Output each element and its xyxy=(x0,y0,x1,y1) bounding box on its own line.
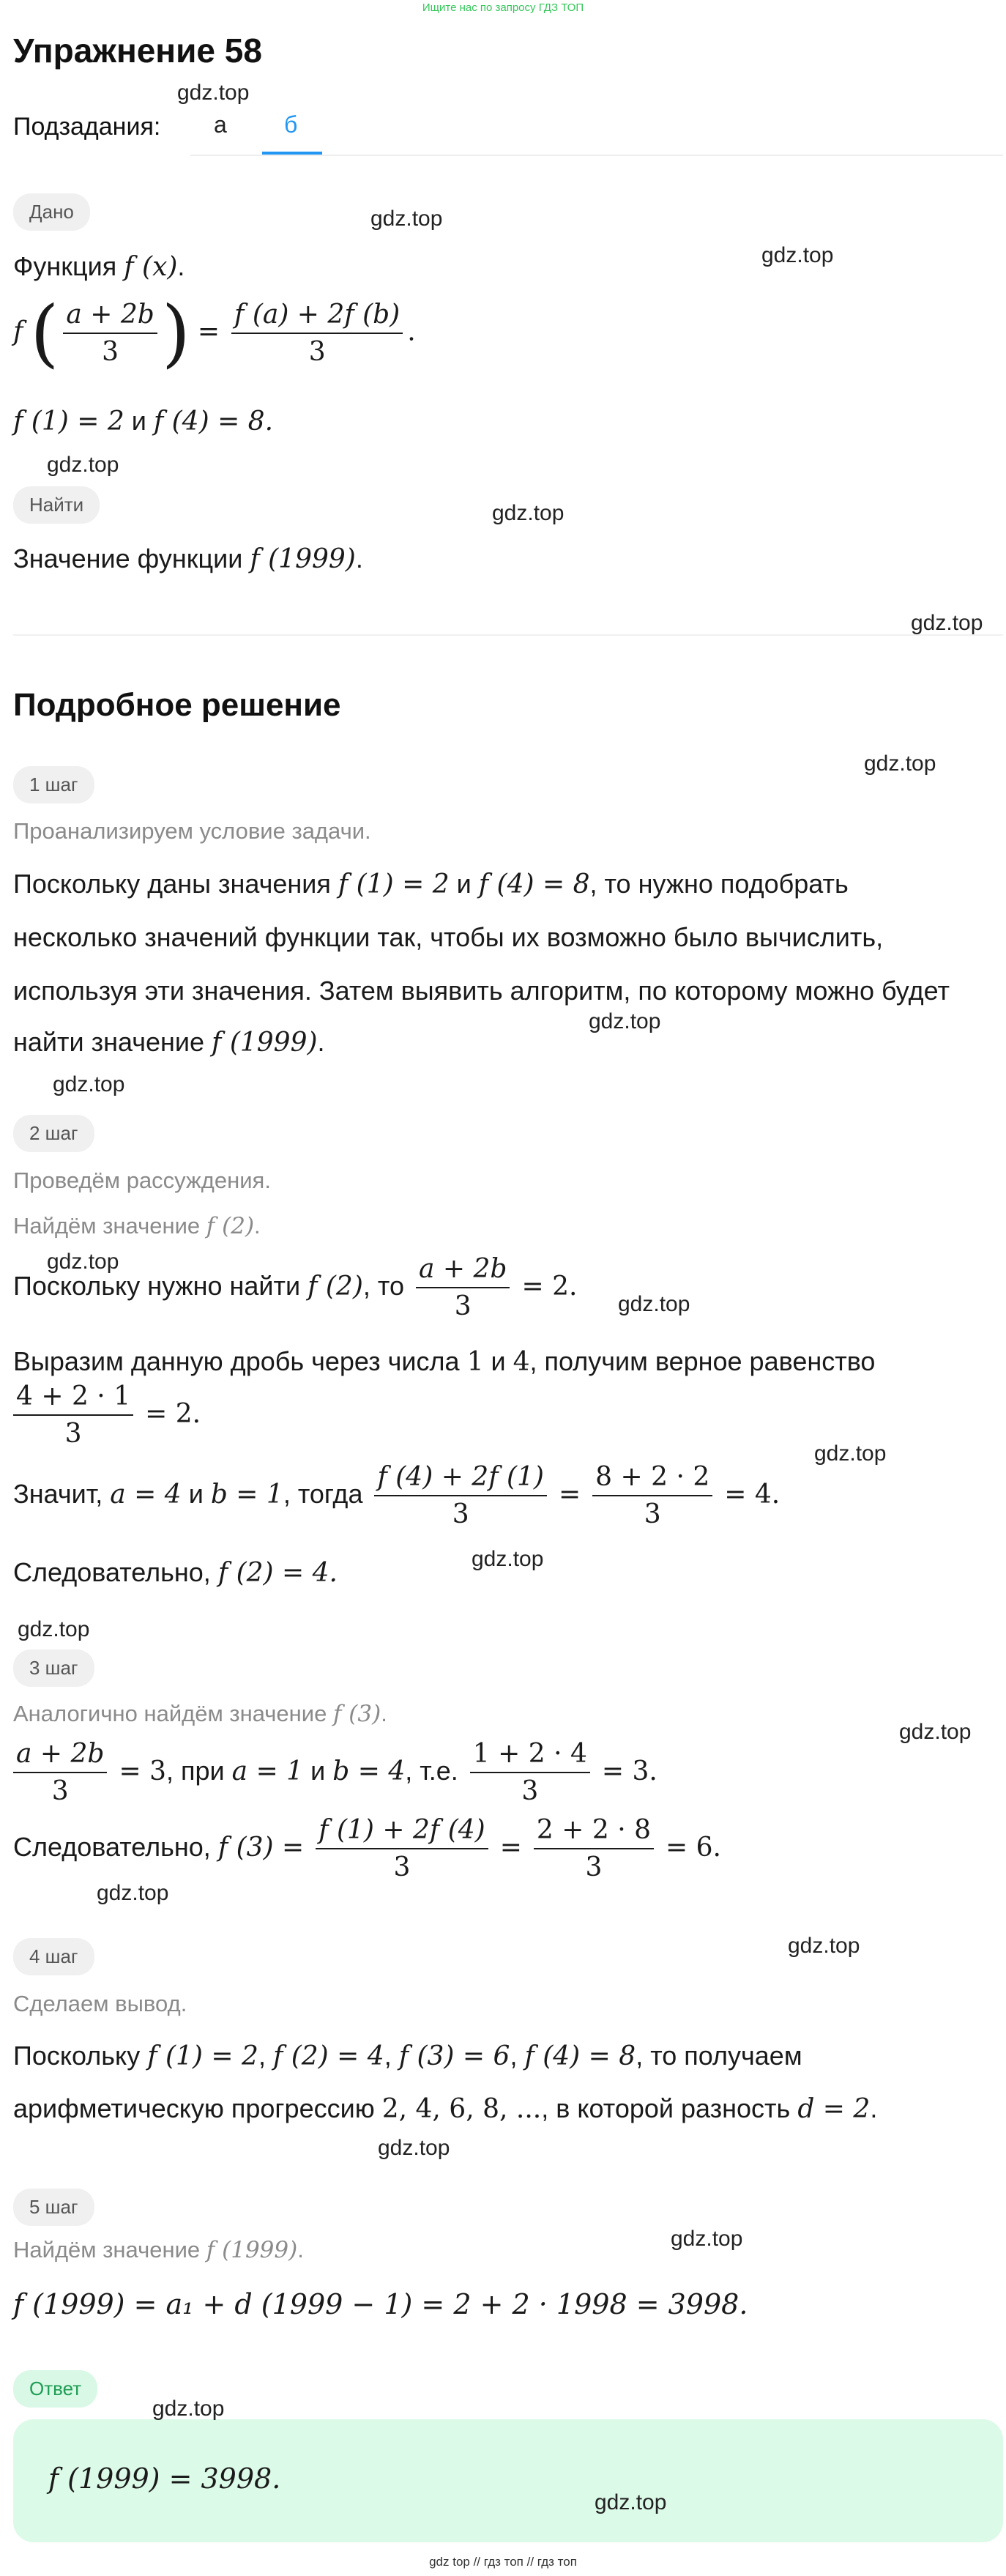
step4-l1-then: , то получаем xyxy=(636,2041,802,2071)
step3-l2-f1-denominator: 3 xyxy=(393,1852,411,1883)
step4-sep1: , xyxy=(258,2041,266,2071)
rhs-numerator: f (a) + 2f (b) xyxy=(231,300,403,334)
step1-f1: f (1) = 2 xyxy=(338,869,450,899)
step2-l1-then: , то xyxy=(362,1270,404,1301)
equation-f: f xyxy=(13,316,23,347)
step2-l5-text: Следовательно, xyxy=(13,1557,211,1587)
step5-chip: 5 шаг xyxy=(13,2189,94,2226)
find-section xyxy=(13,486,100,524)
step2-l4-b: b = 1 xyxy=(210,1479,283,1510)
step3-l1-fraction2 xyxy=(470,1739,590,1807)
watermark: gdz.top xyxy=(472,1547,544,1571)
step2-l3-denominator: 3 xyxy=(64,1419,82,1450)
equation-period: . xyxy=(407,316,416,347)
step2-l4-then: , тогда xyxy=(283,1478,363,1509)
step3-l1-and: и xyxy=(310,1755,326,1786)
equals-sign: = xyxy=(197,316,220,347)
step3-l2-f2-numerator: 2 + 2 · 8 xyxy=(534,1815,654,1849)
step2-lead2-period: . xyxy=(254,1213,261,1239)
watermark: gdz.top xyxy=(761,243,834,267)
watermark: gdz.top xyxy=(589,1009,661,1033)
watermark: gdz.top xyxy=(370,207,443,231)
lhs-denominator: 3 xyxy=(102,337,119,367)
step3-chip-wrap xyxy=(13,1649,94,1687)
step4-progression: 2, 4, 6, 8, ... xyxy=(381,2094,542,2124)
given-section xyxy=(13,193,90,231)
step2-l2-and: и xyxy=(491,1346,506,1376)
step2-l4-result: = 4. xyxy=(724,1479,780,1510)
step3-line1 xyxy=(9,1739,657,1807)
watermark: gdz.top xyxy=(788,1934,860,1958)
step4-sep2: , xyxy=(384,2041,392,2071)
answer-chip-wrap xyxy=(13,2370,97,2408)
step1-paragraph-line2: несколько значений функции так, чтобы их возможно было вычислить, xyxy=(13,922,884,952)
step3-l2-text: Следовательно, xyxy=(13,1831,211,1862)
step2-l2-four: 4 xyxy=(513,1347,530,1377)
step2-lead2-math: f (2) xyxy=(206,1213,255,1239)
step4-lead: Сделаем вывод. xyxy=(13,1991,187,2016)
step4-chip: 4 шаг xyxy=(13,1938,94,1975)
step2-l4-text: Значит, xyxy=(13,1478,103,1509)
watermark: gdz.top xyxy=(814,1441,887,1466)
right-paren: ) xyxy=(161,290,190,376)
find-period: . xyxy=(355,543,363,574)
step3-l1-fraction1 xyxy=(13,1739,107,1807)
watermark: gdz.top xyxy=(911,611,983,635)
find-line xyxy=(13,543,363,574)
rhs-denominator: 3 xyxy=(308,337,326,367)
watermark: gdz.top xyxy=(378,2136,450,2160)
step2-l3-fraction xyxy=(13,1381,133,1450)
watermark: gdz.top xyxy=(864,751,936,776)
step2-l5-math: f (2) = 4. xyxy=(217,1558,338,1588)
step1-chip-wrap xyxy=(13,766,94,803)
step4-f1: f (1) = 2 xyxy=(147,2041,258,2071)
step3-l1-result: = 3. xyxy=(601,1756,657,1786)
step2-l2-one: 1 xyxy=(466,1347,484,1377)
watermark: gdz.top xyxy=(595,2490,667,2514)
answer-value: f (1999) = 3998. xyxy=(48,2462,281,2495)
step3-l1-f2-denominator: 3 xyxy=(521,1776,539,1807)
step4-period: . xyxy=(870,2093,878,2123)
given-values-line xyxy=(13,406,273,437)
step1-f1999: f (1999) xyxy=(212,1028,318,1058)
step1-period: . xyxy=(317,1027,325,1057)
step3-l1-numerator: a + 2b xyxy=(13,1739,107,1773)
step2-l1-numerator: a + 2b xyxy=(416,1254,510,1288)
step2-l4-f2-numerator: 8 + 2 · 2 xyxy=(592,1462,712,1496)
step4-f3: f (3) = 6 xyxy=(398,2041,510,2071)
step4-chip-wrap xyxy=(13,1938,94,1975)
step2-l4-and: и xyxy=(188,1478,204,1509)
equation-lhs-fraction xyxy=(63,300,157,368)
active-tab-indicator xyxy=(262,152,322,155)
step2-l1-text: Поскольку нужно найти xyxy=(13,1270,301,1301)
watermark: gdz.top xyxy=(152,2397,225,2421)
step2-l2-text: Выразим данную дробь через числа xyxy=(13,1346,460,1376)
watermark: gdz.top xyxy=(492,501,565,525)
step3-lead xyxy=(13,1701,387,1727)
step1-chip: 1 шаг xyxy=(13,766,94,803)
step1-f4: f (4) = 8 xyxy=(478,869,590,899)
step3-l2-equals: = xyxy=(499,1832,522,1863)
watermark: gdz.top xyxy=(618,1292,690,1316)
step4-f4: f (4) = 8 xyxy=(524,2041,636,2071)
step2-chip: 2 шаг xyxy=(13,1115,94,1152)
given-function-period: . xyxy=(177,251,185,281)
watermark: gdz.top xyxy=(177,81,250,105)
given-chip: Дано xyxy=(13,193,90,231)
step2-l4-f1-numerator: f (4) + 2f (1) xyxy=(374,1462,546,1496)
step4-sep3: , xyxy=(510,2041,518,2071)
step2-l2-text-c: , получим верное равенство xyxy=(529,1346,876,1376)
step2-line3 xyxy=(9,1381,201,1450)
step3-l2-fraction2 xyxy=(534,1815,654,1883)
step3-l2-result: = 6. xyxy=(666,1832,721,1863)
step2-l4-f1-denominator: 3 xyxy=(452,1499,469,1530)
step2-lead2 xyxy=(13,1213,261,1239)
step2-l1-result: = 2. xyxy=(521,1271,578,1302)
step2-l1-fraction xyxy=(416,1254,510,1322)
given-function-line xyxy=(13,251,185,282)
tab-subtask-a[interactable]: а xyxy=(214,111,227,138)
bottom-banner: gdz top // гдз топ // гдз топ xyxy=(429,2555,577,2569)
step3-l2-f1-numerator: f (1) + 2f (4) xyxy=(316,1815,488,1849)
watermark: gdz.top xyxy=(97,1881,169,1905)
given-f4: f (4) = 8. xyxy=(153,407,274,437)
watermark: gdz.top xyxy=(53,1072,125,1096)
given-function-math: f (x) xyxy=(124,252,178,282)
step3-lead-math: f (3) xyxy=(332,1701,381,1727)
given-function-text: Функция xyxy=(13,251,117,281)
top-search-banner: Ищите нас по запросу ГДЗ ТОП xyxy=(422,1,584,14)
step2-l1-f2: f (2) xyxy=(308,1271,363,1302)
watermark: gdz.top xyxy=(47,1250,119,1274)
step5-lead xyxy=(13,2237,304,2263)
step3-l1-ie: , т.е. xyxy=(405,1755,458,1786)
step5-lead-period: . xyxy=(297,2237,304,2263)
step4-f2: f (2) = 4 xyxy=(272,2041,384,2071)
step5-lead-text: Найдём значение xyxy=(13,2237,201,2263)
step1-find-text: найти значение xyxy=(13,1027,205,1057)
step3-chip: 3 шаг xyxy=(13,1649,94,1687)
given-f1: f (1) = 2 xyxy=(13,407,124,437)
subtasks-label: Подзадания: xyxy=(13,113,161,141)
step1-lead: Проанализируем условие задачи. xyxy=(13,818,371,844)
watermark: gdz.top xyxy=(899,1720,972,1744)
step1-and: и xyxy=(456,869,472,899)
step5-lead-math: f (1999) xyxy=(206,2237,298,2263)
find-chip: Найти xyxy=(13,486,100,524)
find-math: f (1999) xyxy=(250,544,356,574)
step2-l1-denominator: 3 xyxy=(454,1291,472,1322)
step2-l4-fraction2 xyxy=(592,1462,712,1530)
equation-rhs-fraction xyxy=(231,300,403,368)
step3-line2 xyxy=(13,1815,721,1883)
step2-lead: Проведём рассуждения. xyxy=(13,1168,271,1193)
step2-l4-f2-denominator: 3 xyxy=(644,1499,661,1530)
step1-text-c: , то нужно подобрать xyxy=(589,869,849,899)
given-functional-equation xyxy=(13,290,416,376)
step2-chip-wrap xyxy=(13,1115,94,1152)
step5-chip-wrap xyxy=(13,2189,94,2226)
step3-l1-denominator: 3 xyxy=(51,1776,69,1807)
left-paren: ( xyxy=(30,290,59,376)
section-divider xyxy=(13,634,1003,636)
step5-formula: f (1999) = a₁ + d (1999 − 1) = 2 + 2 · 1998 = 3998. xyxy=(13,2288,748,2320)
tabs-divider xyxy=(190,155,1003,156)
tab-subtask-b[interactable]: б xyxy=(284,111,298,138)
step4-l1-text: Поскольку xyxy=(13,2041,141,2071)
step3-lead-period: . xyxy=(381,1701,387,1726)
step3-l1-b: b = 4 xyxy=(332,1756,406,1786)
step2-l3-result: = 2. xyxy=(145,1398,201,1429)
step2-line4 xyxy=(13,1462,780,1530)
step2-l4-equals: = xyxy=(558,1479,581,1510)
step1-paragraph-line1 xyxy=(13,869,849,899)
step4-l2-text: арифметическую прогрессию xyxy=(13,2093,375,2123)
step2-lead2-text: Найдём значение xyxy=(13,1213,201,1239)
step3-lead-text: Аналогично найдём значение xyxy=(13,1701,327,1726)
watermark: gdz.top xyxy=(18,1617,90,1641)
step3-l1-f2-numerator: 1 + 2 · 4 xyxy=(470,1739,590,1773)
lhs-numerator: a + 2b xyxy=(63,300,157,334)
step3-l2-f2-denominator: 3 xyxy=(585,1852,603,1883)
answer-chip: Ответ xyxy=(13,2370,97,2408)
step4-difference: d = 2 xyxy=(797,2094,871,2124)
step2-l4-a: a = 4 xyxy=(110,1479,182,1510)
step3-l1-when: , при xyxy=(166,1755,225,1786)
step3-l1-eq: = 3 xyxy=(119,1756,166,1786)
step3-l2-f3: f (3) = xyxy=(217,1832,305,1863)
step3-l1-a: a = 1 xyxy=(231,1756,304,1786)
step4-l2-text-b: , в которой разность xyxy=(541,2093,791,2123)
step1-text-a: Поскольку даны значения xyxy=(13,869,331,899)
step3-l2-fraction1 xyxy=(316,1815,488,1883)
step4-line1 xyxy=(13,2041,802,2071)
page-title: Упражнение 58 xyxy=(13,31,262,70)
watermark: gdz.top xyxy=(671,2227,743,2251)
step2-l4-fraction1 xyxy=(374,1462,546,1530)
step2-l3-numerator: 4 + 2 · 1 xyxy=(13,1381,133,1416)
step2-line2 xyxy=(13,1346,875,1377)
step1-paragraph-line4 xyxy=(13,1027,325,1058)
watermark: gdz.top xyxy=(47,453,119,477)
given-and: и xyxy=(131,406,146,436)
step4-line2 xyxy=(13,2093,877,2124)
solution-title: Подробное решение xyxy=(13,687,341,723)
step2-line5 xyxy=(13,1557,338,1588)
step1-paragraph-line3: используя эти значения. Затем выявить алгоритм, по которому можно будет xyxy=(13,976,950,1006)
find-text: Значение функции xyxy=(13,543,243,574)
